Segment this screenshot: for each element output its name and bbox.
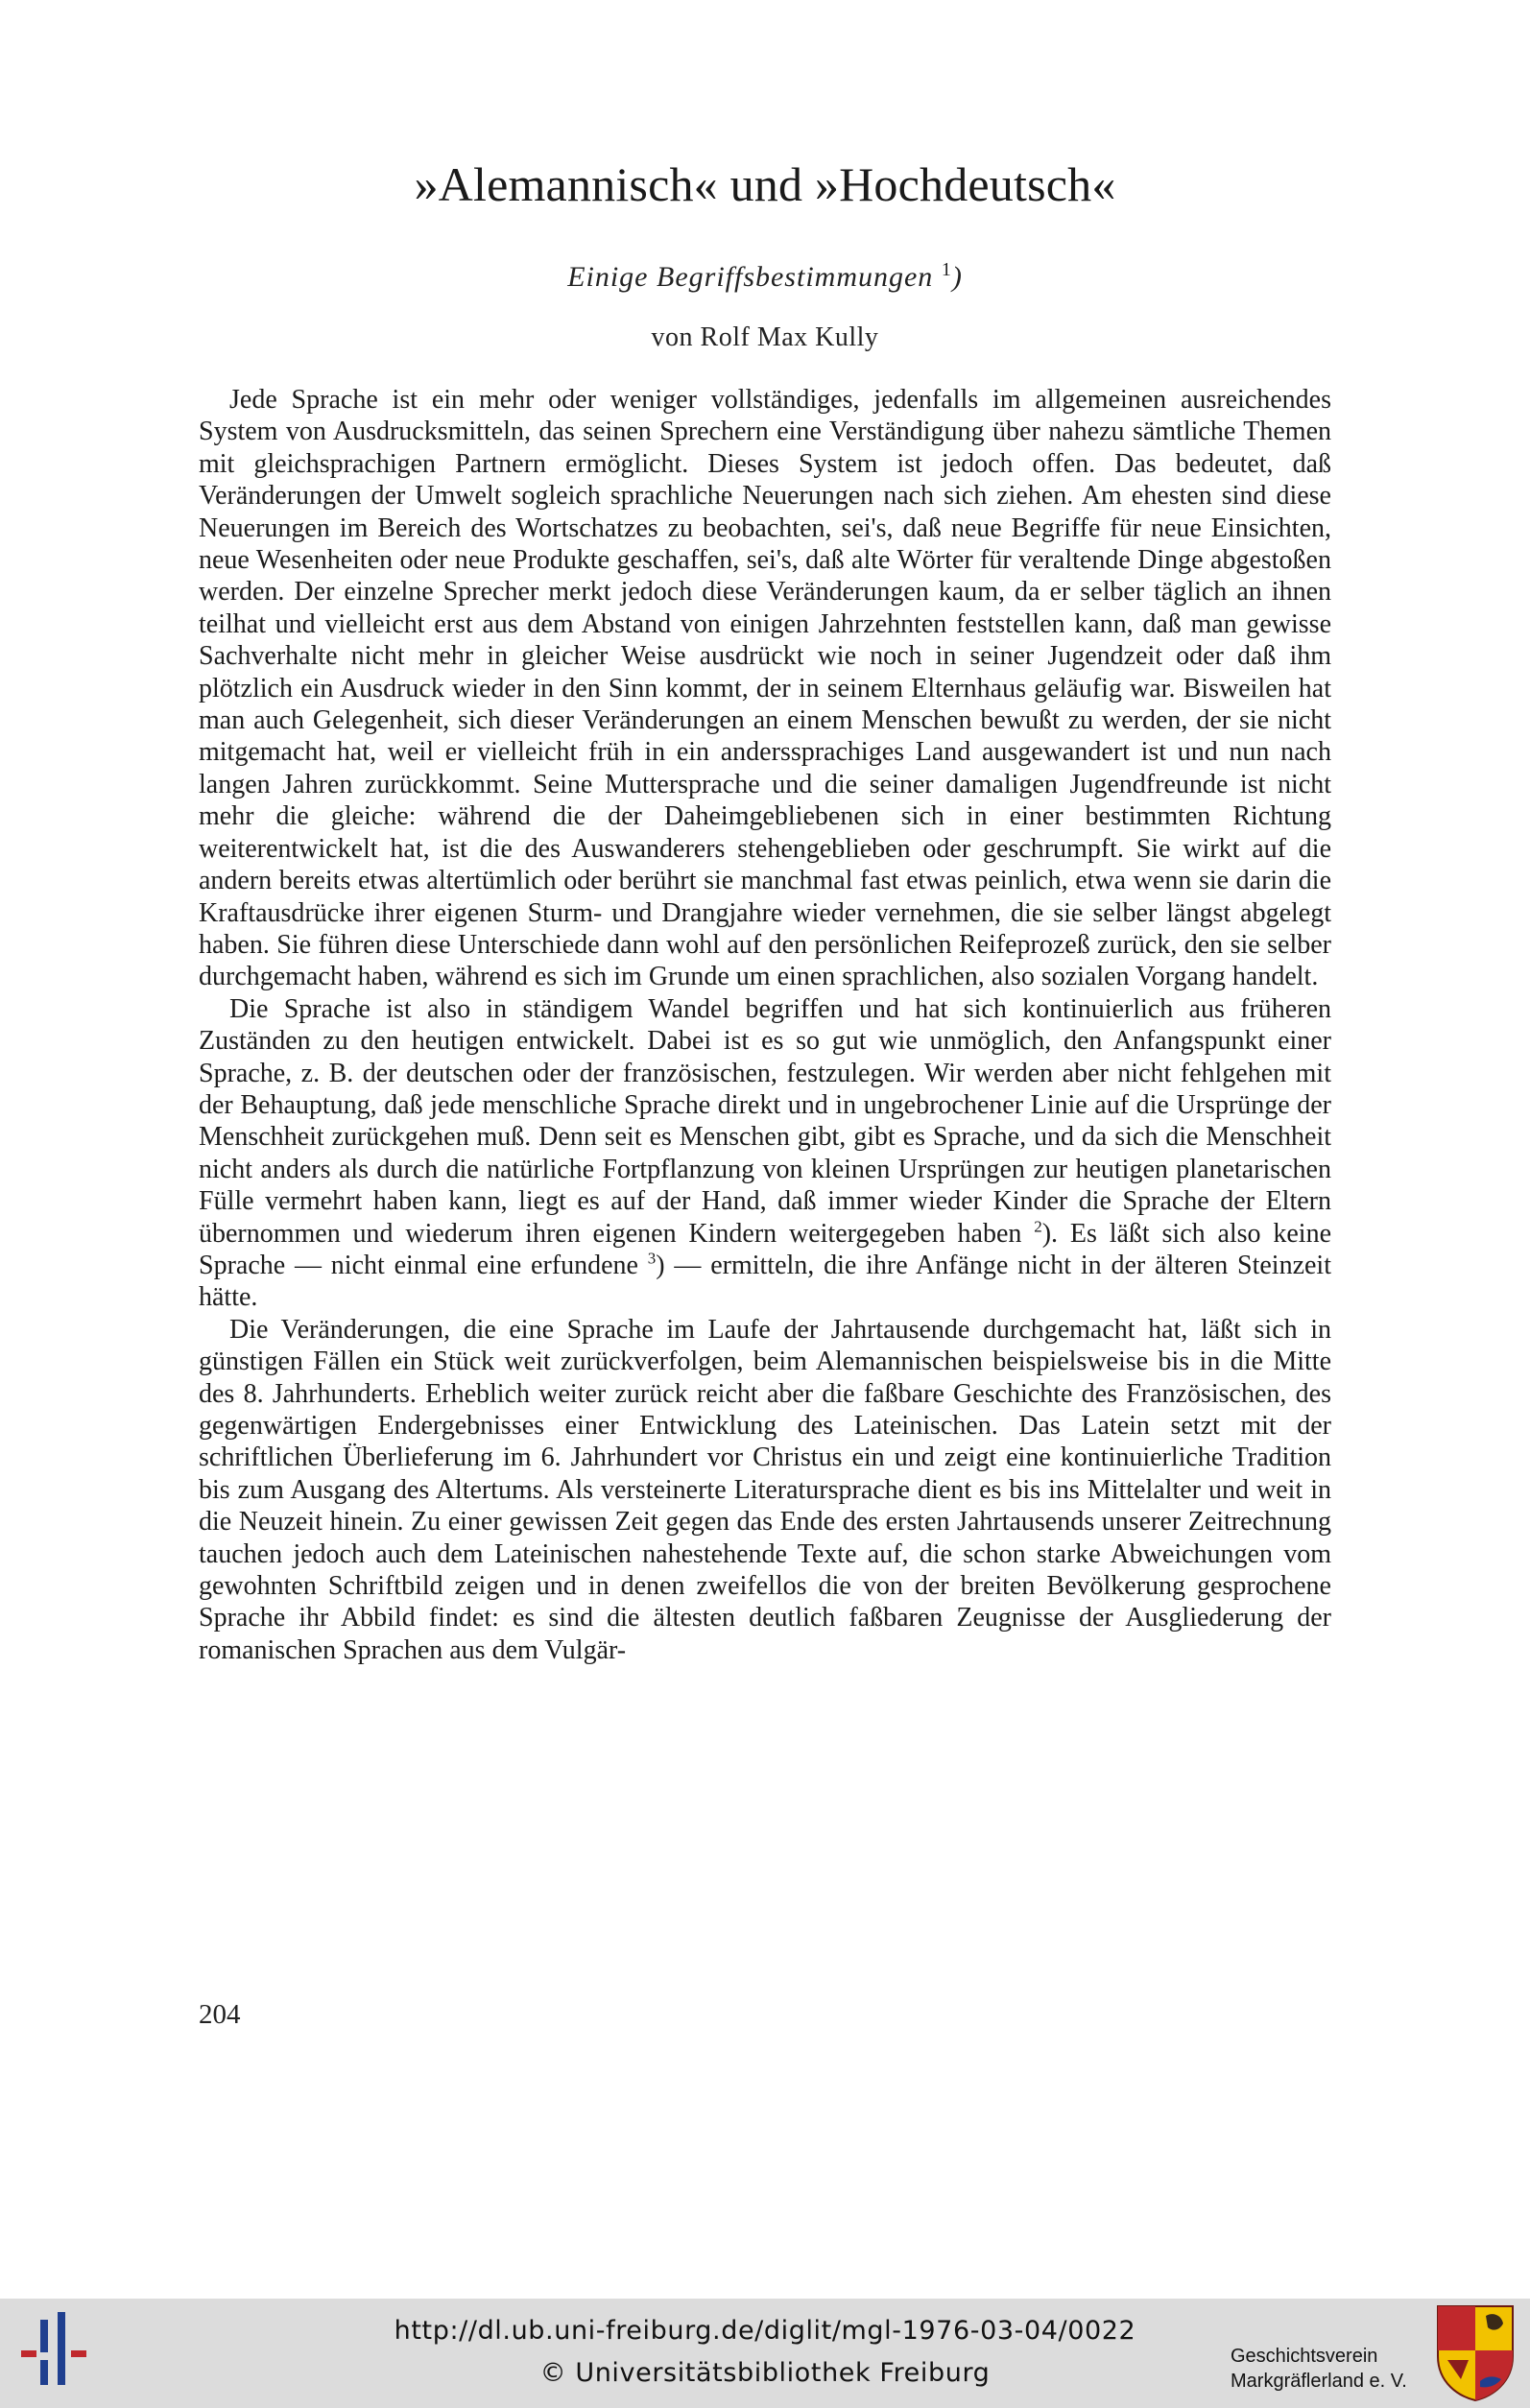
society-name-line1: Geschichtsverein: [1231, 2346, 1378, 2367]
subtitle-close: ): [951, 261, 963, 293]
article-author: von Rolf Max Kully: [651, 322, 879, 352]
footnote-marker: 3: [647, 1249, 657, 1268]
footer-copyright: © Universitätsbibliothek Freiburg: [539, 2358, 991, 2388]
coat-of-arms-icon: [1434, 2302, 1517, 2402]
paragraph-text: Die Veränderungen, die eine Sprache im Laufe der Jahrtausende durchgemacht hat, läßt sich in günstigen Fällen ein Stück weit zurückverfolgen, beim Alemannischen beispielsweise bis in die Mitte des 8. Jahrhunderts. Erheblich weiter zurück reicht aber die faßbare Geschichte des Französischen, des gegenwärtigen Endergebnisses einer Entwicklung des Lateinischen. Das Latein setzt mit der schriftlichen Überlieferung im 6. Jahrhundert vor Christus ein und zeigt eine kontinuierliche Tradition bis zum Ausgang des Altertums. Als versteinerte Literatursprache dient es bis ins Mittelalter und weit in die Neuzeit hinein. Zu einer gewissen Zeit gegen das Ende des ersten Jahrtausends unserer Zeitrechnung tauchen jedoch auch dem Lateinischen nahestehende Texte auf, die schon starke Abweichungen vom gewohnten Schriftbild zeigen und in denen zweifellos die von der breiten Bevölkerung gesprochene Sprache ihr Abbild findet: es sind die ältesten deutlich faßbaren Zeugnisse der Ausgliederung der romanischen Sprachen aus dem Vulgär-: [199, 1314, 1331, 1665]
body-paragraph: [199, 1314, 1331, 1666]
body-text: [199, 384, 1331, 1666]
paragraph-text: Die Sprache ist also in ständigem Wandel begriffen und hat sich kontinuierlich aus früheren Zuständen zu den heutigen entwickelt. Dabei ist es so gut wie unmöglich, den Anfangspunkt einer Sprache, z. B. der deutschen oder der französischen, festzulegen. Wir werden aber nicht fehlgehen mit der Behauptung, daß jede menschliche Sprache direkt und in ungebrochener Linie auf die Ursprünge der Menschheit zurückgehen muß. Denn seit es Menschen gibt, gibt es Sprache, und da sich die Menschheit nicht anders als durch die natürliche Fortpflanzung von kleinen Ursprüngen zur heutigen planetarischen Fülle vermehrt haben kann, liegt es auf der Hand, daß immer wieder Kinder die Sprache der Eltern übernommen und wiederum ihren eigenen Kindern weitergegeben haben: [199, 993, 1331, 1249]
page-number: 204: [199, 1999, 241, 2030]
paragraph-text: Jede Sprache ist ein mehr oder weniger vollständiges, jedenfalls im allgemeinen ausreichendes System von Ausdrucksmitteln, das seinen Sprechern eine Verständigung über nahezu sämtliche Themen mit gleichsprachigen Partnern ermöglicht. Dieses System ist jedoch offen. Das bedeutet, daß Veränderungen der Umwelt sogleich sprachliche Neuerungen nach sich ziehen. Am ehesten sind diese Neuerungen im Bereich des Wortschatzes zu beobachten, sei's, daß neue Begriffe für neue Einsichten, neue Wesenheiten oder neue Produkte geschaffen, sei's, daß alte Wörter für veraltende Dinge abgestoßen werden. Der einzelne Sprecher merkt jedoch diese Veränderungen kaum, da er selber täglich an ihnen teilhat und vielleicht erst aus dem Abstand von einigen Jahrzehnten feststellen kann, daß man gewisse Sachverhalte nicht mehr in gleicher Weise ausdrückt wie noch in seiner Jugendzeit oder daß ihm plötzlich ein Ausdruck wieder in den Sinn kommt, der in seinem Elternhaus geläufig war. Bisweilen hat man auch Gelegenheit, sich dieser Veränderungen an einem Menschen bewußt zu werden, der sie nicht mitgemacht hat, weil er vielleicht früh in ein anderssprachiges Land ausgewandert ist und nun nach langen Jahren zurückkommt. Seine Muttersprache und die seiner damaligen Jugendfreunde ist nicht mehr die gleiche: während die der Daheimgebliebenen sich in einer bestimmten Richtung weiterentwickelt hat, ist die des Auswanderers stehengeblieben oder geschrumpft. Sie wirkt auf die andern bereits etwas altertümlich oder berührt sie manchmal fast etwas peinlich, etwa wenn sie darin die Kraftausdrücke ihrer eigenen Sturm- und Drangjahre wieder vernehmen, die sie selber längst abgelegt haben. Sie führen diese Unterschiede dann wohl auf den persönlichen Reifeprozeß zurück, den sie selber durchgemacht haben, während es sich im Grunde um einen sprachlichen, also sozialen Vorgang handelt.: [199, 385, 1331, 992]
society-name: [1231, 2344, 1451, 2394]
body-paragraph: [199, 384, 1331, 993]
society-name-line2: Markgräflerland e. V.: [1231, 2371, 1407, 2392]
article-subtitle: [0, 259, 1530, 294]
footnote-marker: 1: [941, 259, 952, 280]
footnote-marker: 2: [1034, 1217, 1042, 1236]
paragraph-text: ) — ermitteln, die ihre Anfänge nicht in der älteren Steinzeit hätte.: [199, 1250, 1331, 1313]
paragraph-text: ). Es läßt sich also keine Sprache — nicht einmal eine erfundene: [199, 1218, 1332, 1280]
subtitle-text: Einige Begriffsbestimmungen: [567, 261, 934, 293]
body-paragraph: [199, 993, 1331, 1314]
footer-url-link[interactable]: http://dl.ub.uni-freiburg.de/diglit/mgl-1976-03-04/0022: [394, 2316, 1136, 2346]
footer-bar: [0, 2299, 1530, 2408]
article-title: »Alemannisch« und »Hochdeutsch«: [414, 157, 1116, 211]
